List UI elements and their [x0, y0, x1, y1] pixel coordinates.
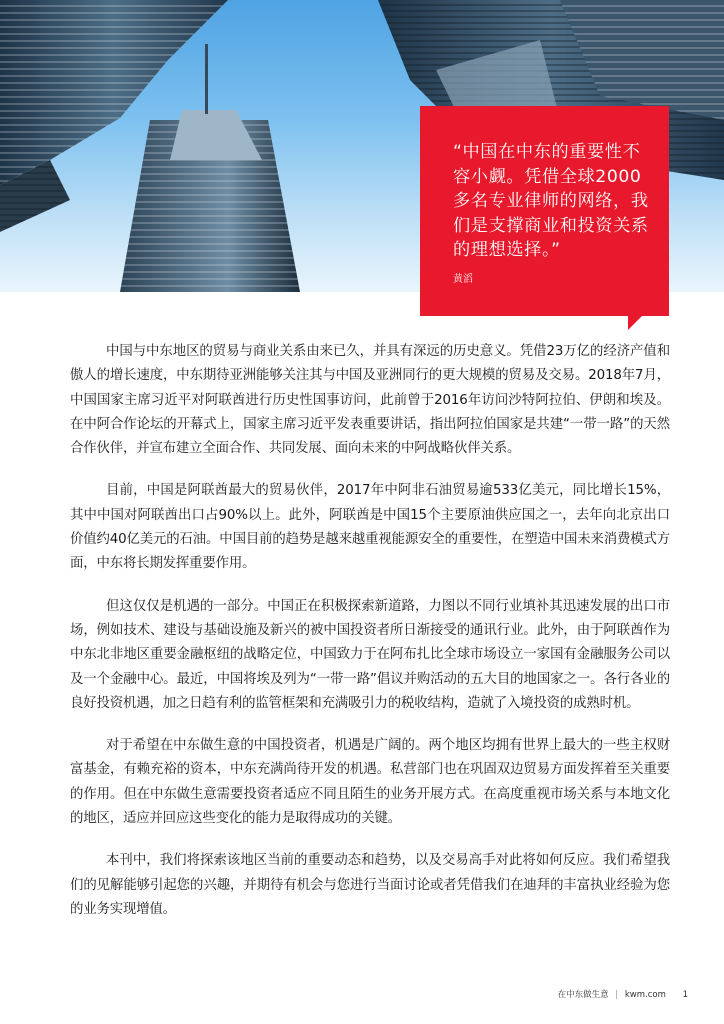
page-footer [558, 988, 688, 1000]
footer-website[interactable]: kwm.com [624, 990, 666, 1000]
paragraph-2: 目前，中国是阿联酋最大的贸易伙伴，2017年中阿非石油贸易逾533亿美元，同比增长15%，其中中国对阿联酋出口占90%以上。此外，阿联酋是中国15个主要原油供应国之一，去年向北京出口价值约40亿美元的石油。中国目前的趋势是越来越重视能源安全的重要性，在塑造中国未来消费模式方面，中东将长期发挥重要作用。 [70, 483, 670, 572]
paragraph-3: 但这仅仅是机遇的一部分。中国正在积极探索新道路，力图以不同行业填补其迅速发展的出口市场，例如技术、建设与基础设施及新兴的被中国投资者所日渐接受的通讯行业。此外，由于阿联酋作为中东北非地区重要金融枢纽的战略定位，中国致力于在阿布扎比全球市场设立一家国有金融服务公司以及一个金融中心。最近，中国将埃及列为“一带一路”倡议并购活动的五大目的地国家之一。各行各业的良好投资机遇，加之日趋有利的监管框架和充满吸引力的税收结构，造就了入境投资的成熟时机。 [70, 598, 670, 711]
pull-quote-text: “中国在中东的重要性不容小觑。凭借全球2000多名专业律师的网络，我们是支撑商业和投资关系的理想选择。” [453, 142, 649, 260]
paragraph-5: 本刊中，我们将探索该地区当前的重要动态和趋势，以及交易高手对此将如何反应。我们希望我们的见解能够引起您的兴趣，并期待有机会与您进行当面讨论或者凭借我们在迪拜的丰富执业经验为您的业务实现增值。 [70, 853, 670, 917]
pull-quote-author: 黄滔 [453, 273, 473, 285]
footer-separator: | [615, 990, 619, 1000]
pull-quote-box [420, 106, 669, 316]
article-body [70, 340, 670, 940]
paragraph-4: 对于希望在中东做生意的中国投资者，机遇是广阔的。两个地区均拥有世界上最大的一些主权财富基金，有赖充裕的资本，中东充满尚待开发的机遇。私营部门也在巩固双边贸易方面发挥着至关重要的作用。但在中东做生意需要投资者适应不同且陌生的业务开展方式。在高度重视市场关系与本地文化的地区，适应并回应这些变化的能力是取得成功的关键。 [70, 738, 670, 827]
paragraph-1: 中国与中东地区的贸易与商业关系由来已久，并具有深远的历史意义。凭借23万亿的经济产值和傲人的增长速度，中东期待亚洲能够关注其与中国及亚洲同行的更大规模的贸易及交易。2018年7月，中国国家主席习近平对阿联酋进行历史性国事访问，此前曾于2016年访问沙特阿拉伯、伊朗和埃及。在中阿合作论坛的开幕式上，国家主席习近平发表重要讲话，指出阿拉伯国家是共建“一带一路”的天然合作伙伴，并宣布建立全面合作、共同发展、面向未来的中阿战略伙伴关系。 [70, 344, 670, 457]
footer-publication: 在中东做生意 [557, 990, 609, 1000]
page-number: 1 [682, 990, 688, 1000]
